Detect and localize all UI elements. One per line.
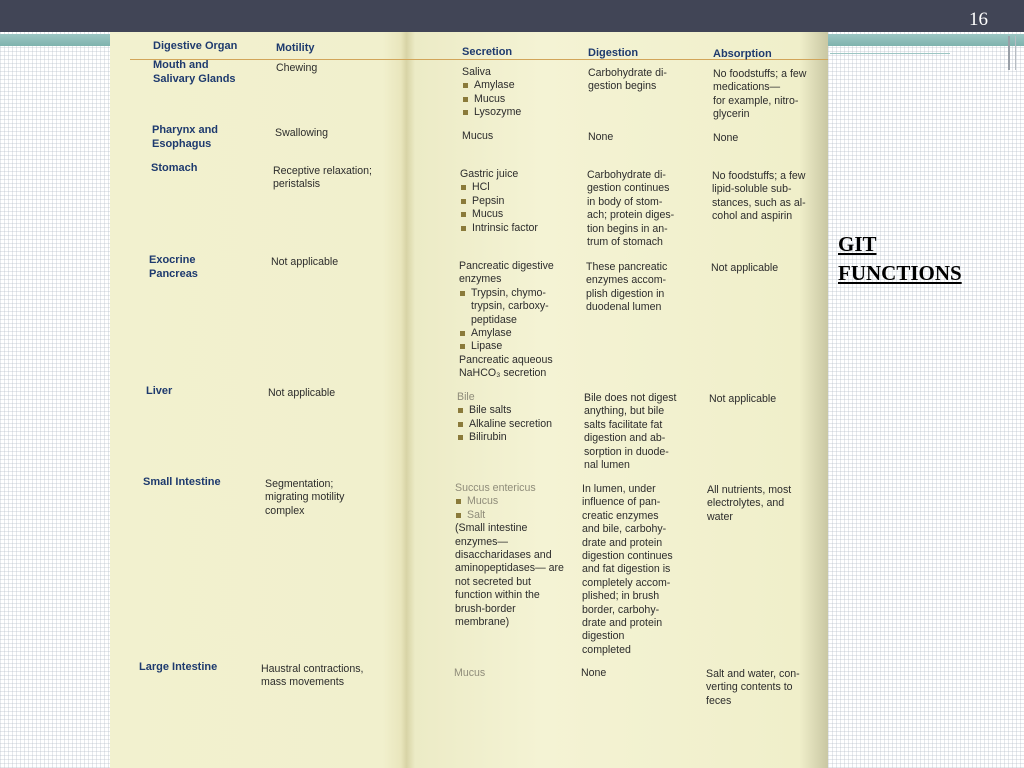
digestion-stomach: Carbohydrate di- gestion continues in body of stom- ach; protein diges- tion begins in an- trum of stomach (587, 169, 675, 249)
digestion-pharynx: None (588, 131, 614, 143)
organ-mouth: Mouth and Salivary Glands (153, 59, 236, 85)
absorption-mouth: No foodstuffs; a few medications— for example, nitro- glycerin (713, 68, 807, 121)
motility-small-intestine: Segmentation; migrating motility complex (265, 478, 345, 517)
organ-stomach: Stomach (151, 162, 198, 174)
digestion-mouth: Carbohydrate di- gestion begins (588, 67, 667, 93)
decorative-rule (1008, 36, 1010, 70)
organ-large-intestine: Large Intestine (139, 661, 218, 673)
header-organ: Digestive Organ (153, 40, 238, 52)
top-bar (0, 0, 1024, 32)
absorption-stomach: No foodstuffs; a few lipid-soluble sub- stances, such as al- cohol and aspirin (712, 170, 806, 223)
secretion-large-intestine: Mucus (454, 667, 486, 679)
motility-large-intestine: Haustral contractions, mass movements (261, 663, 364, 689)
decorative-rule-thin (1015, 36, 1016, 70)
organ-pancreas: Exocrine Pancreas (149, 254, 198, 280)
secretion-pharynx: Mucus (462, 130, 494, 142)
header-absorption: Absorption (713, 48, 772, 60)
digestion-large-intestine: None (581, 667, 607, 679)
absorption-large-intestine: Salt and water, con- verting contents to feces (706, 668, 800, 707)
header-secretion: Secretion (462, 46, 513, 58)
secretion-mouth: Saliva Amylase Mucus Lysozyme (462, 66, 522, 119)
absorption-pharynx: None (713, 132, 739, 144)
organ-small-intestine: Small Intestine (143, 476, 221, 488)
motility-liver: Not applicable (268, 387, 336, 399)
accent-line (830, 53, 950, 54)
motility-pharynx: Swallowing (275, 127, 328, 139)
digestion-pancreas: These pancreatic enzymes accom- plish digestion in duodenal lumen (586, 261, 668, 314)
motility-pancreas: Not applicable (271, 256, 339, 268)
secretion-pancreas: Pancreatic digestive enzymes Trypsin, chymo-trypsin, carboxy-peptidase Amylase Lipase Pancreatic aqueous NaHCO₃ secretion (459, 260, 577, 381)
organ-liver: Liver (146, 385, 173, 397)
digestion-liver: Bile does not digest anything, but bile salts facilitate fat digestion and ab- sorption in duode- nal lumen (584, 392, 677, 472)
textbook-table-image (110, 32, 828, 768)
digestion-small-intestine: In lumen, under influence of pan- creatic enzymes and bile, carbohy- drate and protein digestion continues and fat digestion is completely accom- plished; in brush border, carbohy- drate and protein digestion completed (582, 483, 673, 656)
absorption-liver: Not applicable (709, 393, 777, 405)
absorption-pancreas: Not applicable (711, 262, 779, 274)
motility-mouth: Chewing (276, 62, 318, 74)
organ-pharynx: Pharynx and Esophagus (152, 124, 219, 150)
motility-stomach: Receptive relaxation; peristalsis (273, 165, 372, 191)
header-digestion: Digestion (588, 47, 639, 59)
secretion-stomach: Gastric juice HCl Pepsin Mucus Intrinsic factor (460, 168, 538, 234)
slide-title: GIT FUNCTIONS (838, 232, 962, 285)
slide-number: 16 (969, 9, 988, 30)
secretion-liver: Bile Bile salts Alkaline secretion Bilirubin (457, 391, 553, 444)
secretion-small-intestine: Succus entericus Mucus Salt (Small intestine enzymes— disaccharidases and aminopeptidases— are not secreted but function within the brush-border membrane) (455, 482, 567, 629)
header-motility: Motility (276, 42, 315, 54)
absorption-small-intestine: All nutrients, most electrolytes, and water (707, 484, 792, 523)
